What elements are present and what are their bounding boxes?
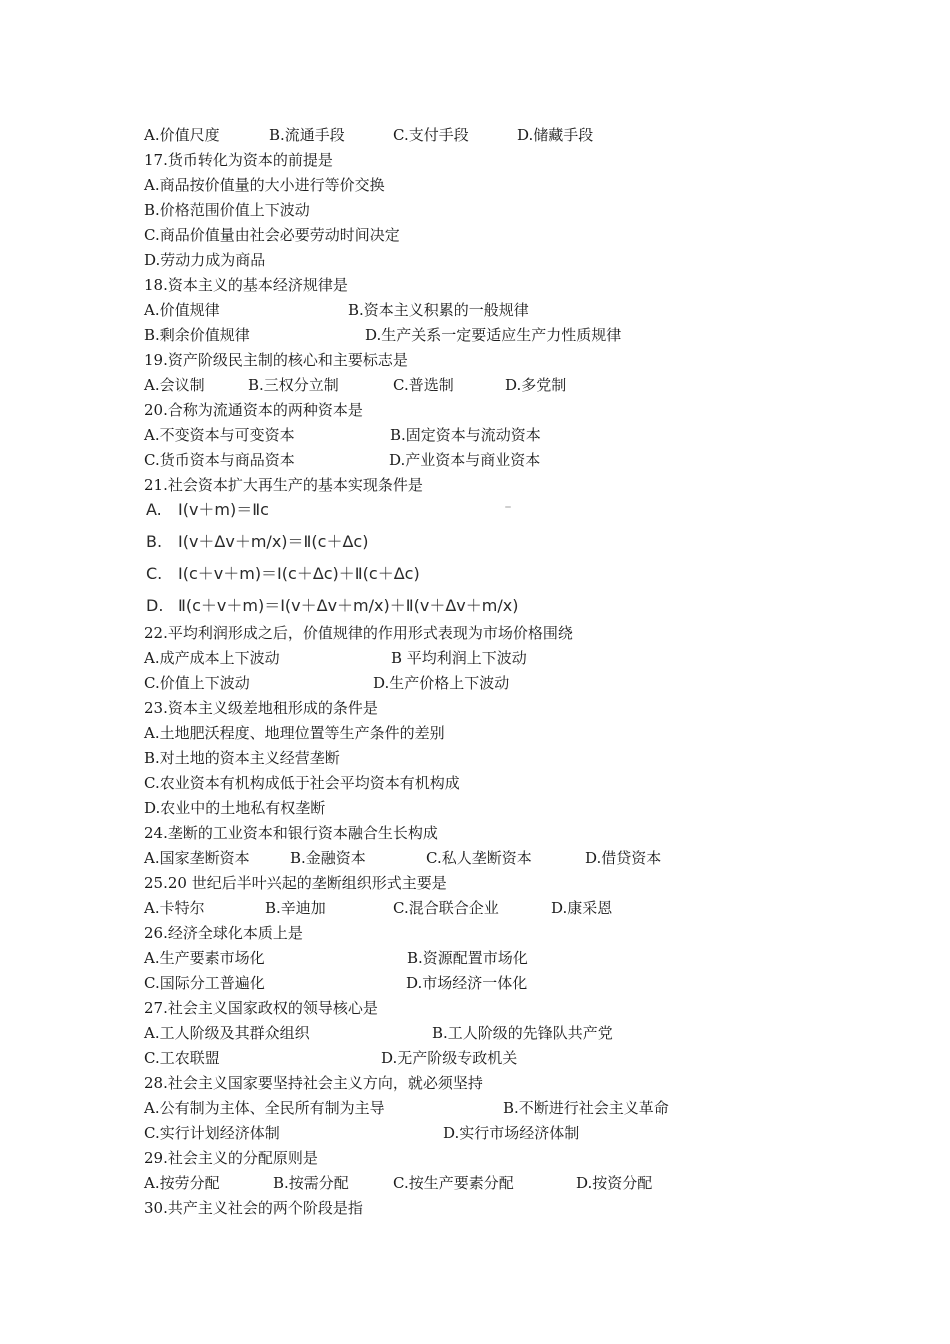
formula-text: Ⅱ(c＋v＋m)＝Ⅰ(v＋Δv＋m/x)＋Ⅱ(v＋Δv＋m/x) <box>178 596 519 615</box>
question-17-option-c: C.商品价值量由社会必要劳动时间决定 <box>144 226 400 244</box>
option-a: A.价值规律 <box>144 301 220 319</box>
option-d: D.储藏手段 <box>517 126 594 144</box>
question-21: 21.社会资本扩大再生产的基本实现条件是 <box>144 476 423 494</box>
scan-smudge <box>505 506 511 508</box>
formula-label: B. <box>146 532 163 551</box>
question-17-option-a: A.商品按价值量的大小进行等价交换 <box>144 176 385 194</box>
option-c: C.普选制 <box>393 376 454 394</box>
option-a: A.生产要素市场化 <box>144 949 265 967</box>
formula-label: C. <box>146 564 163 583</box>
option-a: A.工人阶级及其群众组织 <box>144 1024 310 1042</box>
option-b: B.资源配置市场化 <box>407 949 528 967</box>
formula-option-a <box>146 497 269 523</box>
option-d: D.产业资本与商业资本 <box>389 451 541 469</box>
question-27: 27.社会主义国家政权的领导核心是 <box>144 999 378 1017</box>
option-c: C.私人垄断资本 <box>426 849 532 867</box>
option-c: C.实行计划经济体制 <box>144 1124 280 1142</box>
formula-text: Ⅰ(v＋m)＝Ⅱc <box>178 500 269 519</box>
question-18: 18.资本主义的基本经济规律是 <box>144 276 348 294</box>
question-17-option-d: D.劳动力成为商品 <box>144 251 266 269</box>
question-28: 28.社会主义国家要坚持社会主义方向，就必须坚持 <box>144 1074 483 1092</box>
option-a: A.按劳分配 <box>144 1174 220 1192</box>
option-a: A.卡特尔 <box>144 899 205 917</box>
option-b: B 平均利润上下波动 <box>391 649 527 667</box>
option-c: C.国际分工普遍化 <box>144 974 265 992</box>
option-a: A.不变资本与可变资本 <box>144 426 295 444</box>
question-29: 29.社会主义的分配原则是 <box>144 1149 318 1167</box>
question-19: 19.资产阶级民主制的核心和主要标志是 <box>144 351 408 369</box>
formula-text: Ⅰ(v＋Δv＋m/x)＝Ⅱ(c＋Δc) <box>178 532 369 551</box>
option-a: A.公有制为主体、全民所有制为主导 <box>144 1099 385 1117</box>
option-b: B.辛迪加 <box>265 899 326 917</box>
option-c: C.按生产要素分配 <box>393 1174 514 1192</box>
option-d: D.生产关系一定要适应生产力性质规律 <box>365 326 622 344</box>
question-24: 24.垄断的工业资本和银行资本融合生长构成 <box>144 824 438 842</box>
question-22: 22.平均利润形成之后，价值规律的作用形式表现为市场价格围绕 <box>144 624 573 642</box>
question-23-option-d: D.农业中的土地私有权垄断 <box>144 799 326 817</box>
formula-option-c <box>146 561 420 587</box>
option-d: D.无产阶级专政机关 <box>381 1049 518 1067</box>
option-d: D.按资分配 <box>576 1174 653 1192</box>
option-b: B.固定资本与流动资本 <box>390 426 541 444</box>
formula-option-d <box>146 593 518 619</box>
formula-option-b <box>146 529 368 555</box>
option-b: B.资本主义积累的一般规律 <box>348 301 529 319</box>
option-d: D.康采恩 <box>551 899 613 917</box>
option-c: C.货币资本与商品资本 <box>144 451 295 469</box>
option-d: D.生产价格上下波动 <box>373 674 510 692</box>
option-a: A.成产成本上下波动 <box>144 649 280 667</box>
option-c: C.混合联合企业 <box>393 899 499 917</box>
formula-label: A. <box>146 500 162 519</box>
option-a: A.价值尺度 <box>144 126 220 144</box>
option-a: A.国家垄断资本 <box>144 849 250 867</box>
question-17: 17.货币转化为资本的前提是 <box>144 151 333 169</box>
option-b: B.不断进行社会主义革命 <box>503 1099 669 1117</box>
option-c: C.支付手段 <box>393 126 469 144</box>
option-b: B.剩余价值规律 <box>144 326 250 344</box>
question-30: 30.共产主义社会的两个阶段是指 <box>144 1199 363 1217</box>
option-b: B.金融资本 <box>290 849 366 867</box>
question-23-option-a: A.土地肥沃程度、地理位置等生产条件的差别 <box>144 724 445 742</box>
question-26: 26.经济全球化本质上是 <box>144 924 303 942</box>
question-20: 20.合称为流通资本的两种资本是 <box>144 401 363 419</box>
option-a: A.会议制 <box>144 376 205 394</box>
question-25: 25.20 世纪后半叶兴起的垄断组织形式主要是 <box>144 874 447 892</box>
formula-label: D. <box>146 596 164 615</box>
question-23-option-c: C.农业资本有机构成低于社会平均资本有机构成 <box>144 774 460 792</box>
option-d: D.多党制 <box>505 376 567 394</box>
option-d: D.市场经济一体化 <box>406 974 528 992</box>
option-b: B.三权分立制 <box>248 376 339 394</box>
option-c: C.价值上下波动 <box>144 674 250 692</box>
formula-text: Ⅰ(c＋v＋m)＝Ⅰ(c＋Δc)＋Ⅱ(c＋Δc) <box>178 564 420 583</box>
question-17-option-b: B.价格范围价值上下波动 <box>144 201 310 219</box>
option-d: D.实行市场经济体制 <box>443 1124 580 1142</box>
option-b: B.按需分配 <box>273 1174 349 1192</box>
option-b: B.流通手段 <box>269 126 345 144</box>
question-23-option-b: B.对土地的资本主义经营垄断 <box>144 749 340 767</box>
question-23: 23.资本主义级差地租形成的条件是 <box>144 699 378 717</box>
option-d: D.借贷资本 <box>585 849 662 867</box>
option-b: B.工人阶级的先锋队共产党 <box>432 1024 613 1042</box>
option-c: C.工农联盟 <box>144 1049 220 1067</box>
